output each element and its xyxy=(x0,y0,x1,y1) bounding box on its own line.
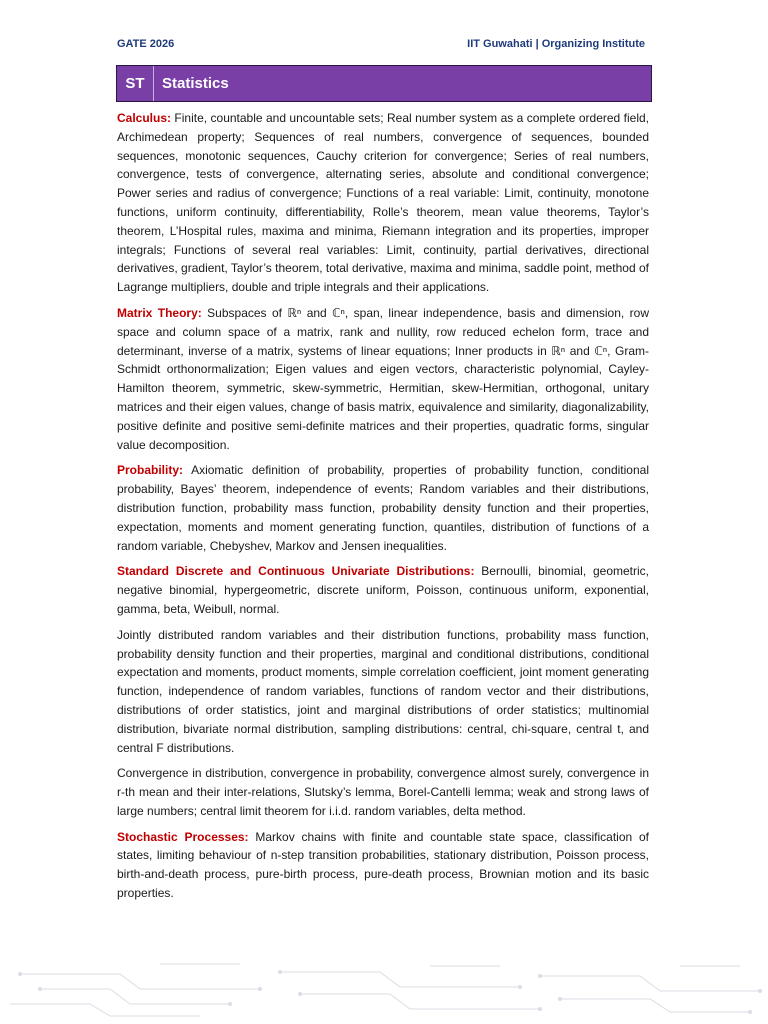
section-text: Axiomatic definition of probability, properties of probability function, conditional probability, Bayes’ theorem, independence of events; Random variables and their distributions, distribution function, probability mass function, probability density function and their properties, expectation, moments and moment generating function, quantiles, distribution of functions of a random variable, Chebyshev, Markov and Jensen inequalities. xyxy=(117,463,649,553)
section-joint-distributions xyxy=(117,626,649,758)
circuit-pattern-decoration xyxy=(0,954,768,1024)
section-text: Markov chains with finite and countable state space, classification of states, limiting behaviour of n-step transition probabilities, stationary distribution, Poisson process, birth-and-death process, pure-birth process, pure-death process, Brownian motion and its basic properties. xyxy=(117,829,650,901)
section-text: Finite, countable and uncountable sets; Real number system as a complete ordered field, Archimedean property; Sequences of real numbers, convergence of sequences, bounded sequences, monotonic sequences, Cauchy criterion for convergence; Series of real numbers, convergence, tests of convergence, alternating series, absolute and conditional convergence; Power series and radius of convergence; Functions of a real variable: Limit, continuity, monotone functions, uniform continuity, differentiability, Rolle’s theorem, mean value theorems, Taylor’s theorem, L’Hospital rules, maxima and minima, Riemann integration and its properties, improper integrals; Functions of several real variables: Limit, continuity, partial derivatives, directional derivatives, gradient, Taylor’s theorem, total derivative, maxima and minima, saddle point, method of Lagrange multipliers, double and triple integrals and their applications. xyxy=(117,111,649,295)
section-label: Probability: xyxy=(117,463,184,478)
section-distributions xyxy=(117,562,649,618)
subject-code: ST xyxy=(117,66,154,101)
section-label: Stochastic Processes: xyxy=(117,829,249,844)
section-label: Standard Discrete and Continuous Univariate Distributions: xyxy=(117,564,475,579)
section-text: Subspaces of ℝⁿ and ℂⁿ, span, linear independence, basis and dimension, row space and column space of a matrix, rank and nullity, row reduced echelon form, trace and determinant, inverse of a matrix, systems of linear equations; Inner products in ℝⁿ and ℂⁿ, Gram-Schmidt orthonormalization; Eigen values and eigen vectors, characteristic polynomial, Cayley-Hamilton theorem, symmetric, skew-symmetric, Hermitian, skew-Hermitian, orthogonal, unitary matrices and their eigen values, change of basis matrix, equivalence and similarity, diagonalizability, positive definite and positive semi-definite matrices and their properties, quadratic forms, singular value decomposition. xyxy=(117,305,649,452)
exam-name: GATE 2026 xyxy=(117,38,175,50)
page-header xyxy=(117,38,645,50)
section-calculus xyxy=(117,109,649,297)
section-stochastic-processes xyxy=(117,828,649,903)
section-probability xyxy=(117,461,649,555)
section-label: Calculus: xyxy=(117,111,172,125)
section-text: Convergence in distribution, convergence in probability, convergence almost surely, convergence in r-th mean and their inter-relations, Slutsky’s lemma, Borel-Cantelli lemma; weak and strong laws of large numbers; central limit theorem for i.i.d. random variables, delta method. xyxy=(117,766,649,818)
subject-name: Statistics xyxy=(162,75,229,92)
section-text: Bernoulli, binomial, geometric, negative binomial, hypergeometric, discrete uniform, Poisson, continuous uniform, exponential, gamma, beta, Weibull, normal. xyxy=(117,564,649,616)
subject-title-bar xyxy=(116,65,652,102)
section-text: Jointly distributed random variables and their distribution functions, probability mass function, probability density function and their properties, marginal and conditional distributions, conditional expectation and moments, product moments, simple correlation coefficient, joint moment generating function, independence of random variables, functions of random vector and their distributions, distributions of order statistics, joint and marginal distributions of order statistics; multinomial distribution, bivariate normal distribution, sampling distributions: central, chi-square, central t, and central F distributions. xyxy=(117,627,649,755)
syllabus-content xyxy=(117,109,649,910)
section-matrix-theory xyxy=(117,304,649,454)
organizing-institute: IIT Guwahati | Organizing Institute xyxy=(467,38,645,50)
section-label: Matrix Theory: xyxy=(117,305,202,320)
section-convergence xyxy=(117,764,649,820)
